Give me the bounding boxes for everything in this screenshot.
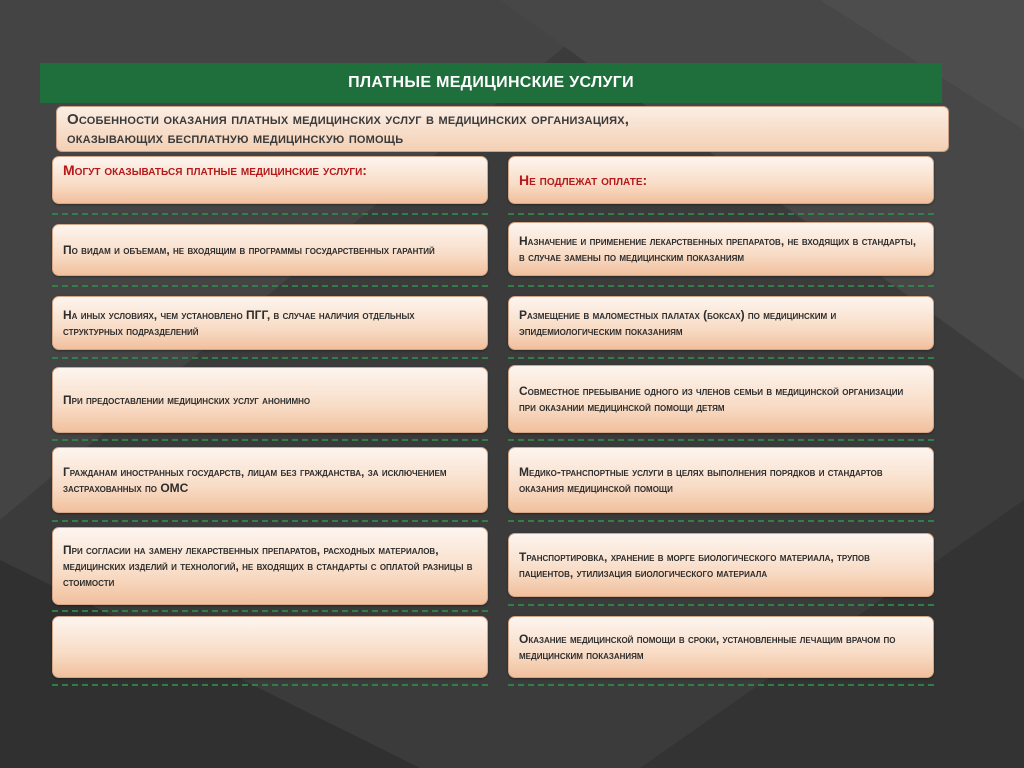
divider [52,610,488,612]
divider [52,357,488,359]
right-item-4-text: Медико-транспортные услуги в целях выполнения порядков и стандартов оказания медицинской помощи [519,465,883,495]
divider [52,285,488,287]
left-item-3-text: При предоставлении медицинских услуг анонимно [63,393,311,407]
left-item-1 [52,224,488,276]
right-item-3 [508,365,934,433]
right-item-2-text: Размещение в маломестных палатах (боксах) по медицинским и эпидемиологическим показаниям [519,308,837,338]
divider [508,604,934,606]
right-item-2 [508,296,934,350]
subtitle-line-1: Особенности оказания платных медицинских услуг в медицинских организациях, [67,111,630,128]
divider [508,684,934,686]
left-column-header [52,156,488,204]
subtitle-box [56,106,949,152]
right-item-1 [508,222,934,276]
left-item-5-text: При согласии на замену лекарственных препаратов, расходных материалов, медицинских изделий и технологий, не входящих в стандарты с оплатой разницы в стоимости [63,543,473,589]
left-item-1-text: По видам и объемам, не входящим в программы государственных гарантий [63,243,435,257]
divider [508,520,934,522]
divider [52,520,488,522]
right-item-4 [508,447,934,513]
right-item-6-text: Оказание медицинской помощи в сроки, установленные лечащим врачом по медицинским показаниям [519,632,896,662]
divider [508,357,934,359]
right-item-3-text: Совместное пребывание одного из членов семьи в медицинской организации при оказании медицинской помощи детям [519,384,904,414]
left-item-4-text: Гражданам иностранных государств, лицам без гражданства, за исключением застрахованных по ОМС [63,465,447,495]
left-item-4 [52,447,488,513]
left-item-5 [52,527,488,605]
slide-title: ПЛАТНЫЕ МЕДИЦИНСКИЕ УСЛУГИ [40,63,942,103]
right-column-header [508,156,934,204]
right-header-text: Не подлежат оплате: [519,172,648,188]
right-item-6 [508,616,934,678]
right-item-5 [508,533,934,597]
divider [52,213,488,215]
left-header-text: Могут оказываться платные медицинские услуги: [63,162,367,178]
left-item-2-text: На иных условиях, чем установлено ПГГ, в случае наличия отдельных структурных подразделений [63,308,415,338]
right-item-1-text: Назначение и применение лекарственных препаратов, не входящих в стандарты, в случае замены по медицинским показаниям [519,234,917,264]
divider [52,439,488,441]
left-item-6-empty [52,616,488,678]
right-item-5-text: Транспортировка, хранение в морге биологического материала, трупов пациентов, утилизация биологического материала [519,550,870,580]
divider [508,213,934,215]
divider [508,285,934,287]
left-item-3 [52,367,488,433]
divider [508,439,934,441]
subtitle-line-2: оказывающих бесплатную медицинскую помощь [67,130,404,147]
left-item-2 [52,296,488,350]
divider [52,684,488,686]
